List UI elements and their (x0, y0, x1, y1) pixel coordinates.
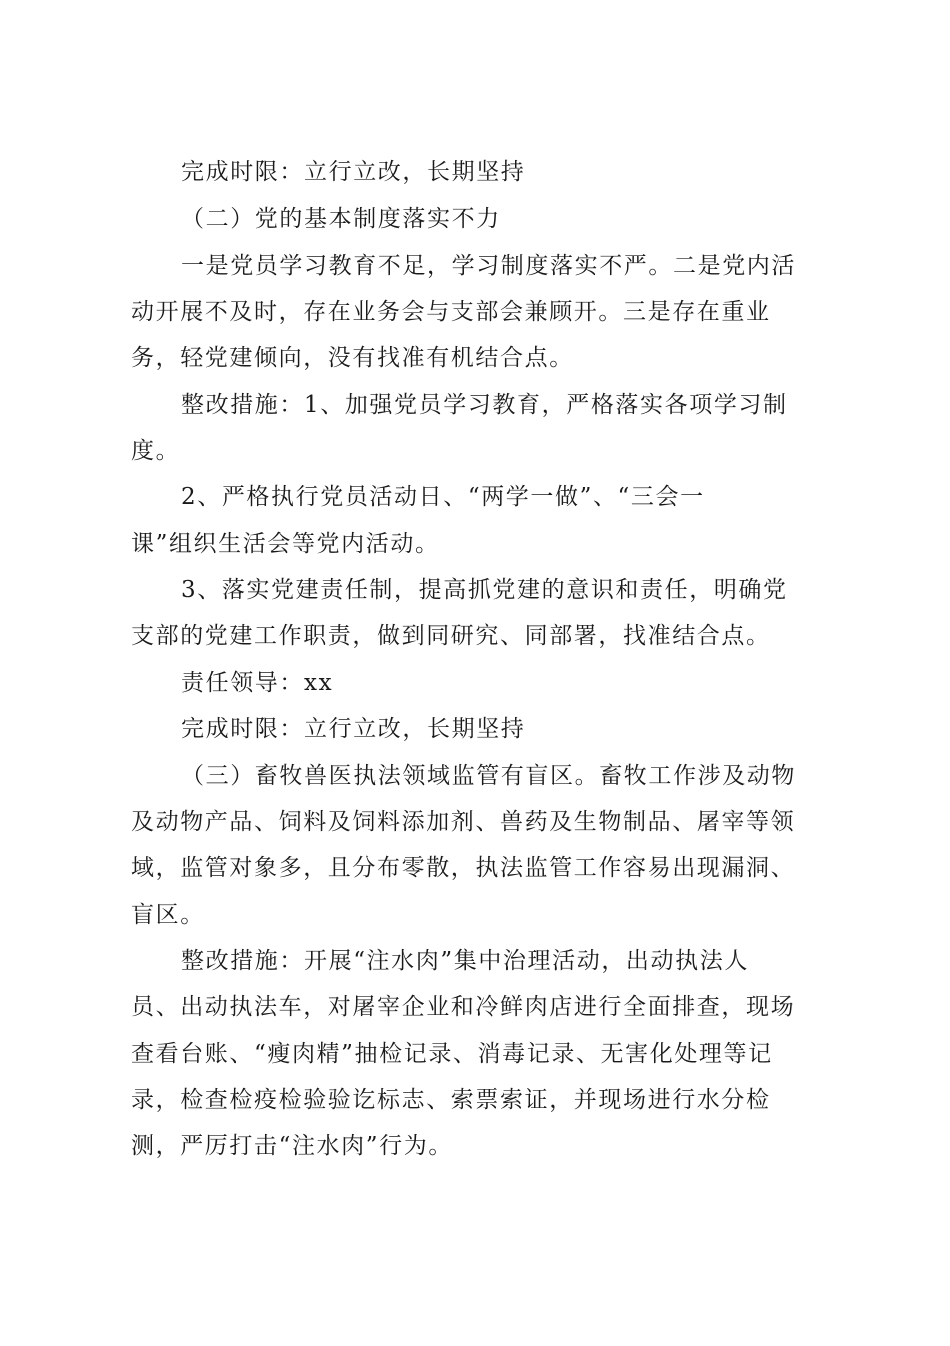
paragraph-line: 动开展不及时，存在业务会与支部会兼顾开。三是存在重业 (131, 299, 771, 325)
paragraph-line: 一是党员学习教育不足，学习制度落实不严。二是党内活 (181, 253, 796, 279)
measures-line: 整改措施：开展“注水肉”集中治理活动，出动执法人 (181, 948, 749, 974)
measures-line: 测，严厉打击“注水肉”行为。 (131, 1133, 453, 1159)
measures-line: 员、出动执法车，对屠宰企业和冷鲜肉店进行全面排查，现场 (131, 994, 796, 1020)
measures-line: 整改措施：1、加强党员学习教育，严格落实各项学习制 (181, 392, 788, 418)
paragraph-line: 及动物产品、饲料及饲料添加剂、兽药及生物制品、屠宰等领 (131, 809, 796, 835)
section-heading-3: （三）畜牧兽医执法领域监管有盲区。畜牧工作涉及动物 (181, 763, 796, 789)
measures-line: 支部的党建工作职责，做到同研究、同部署，找准结合点。 (131, 623, 771, 649)
measures-line: 度。 (131, 438, 181, 464)
deadline-line-2: 完成时限：立行立改，长期坚持 (181, 716, 526, 742)
measures-line: 3、落实党建责任制，提高抓党建的意识和责任，明确党 (181, 577, 788, 603)
paragraph-line: 域，监管对象多，且分布零散，执法监管工作容易出现漏洞、 (131, 855, 796, 881)
paragraph-line: 务，轻党建倾向，没有找准有机结合点。 (131, 345, 574, 371)
measures-line: 查看台账、“瘦肉精”抽检记录、消毒记录、无害化处理等记 (131, 1041, 773, 1067)
deadline-line-1: 完成时限：立行立改，长期坚持 (181, 159, 526, 185)
measures-line: 2、严格执行党员活动日、“两学一做”、“三会一 (181, 484, 705, 510)
responsible-leader-line: 责任领导：xx (181, 670, 334, 696)
measures-line: 课”组织生活会等党内活动。 (131, 531, 440, 557)
paragraph-line: 盲区。 (131, 902, 205, 928)
section-heading-2: （二）党的基本制度落实不力 (181, 206, 501, 232)
measures-line: 录，检查检疫检验验讫标志、索票索证，并现场进行水分检 (131, 1087, 771, 1113)
